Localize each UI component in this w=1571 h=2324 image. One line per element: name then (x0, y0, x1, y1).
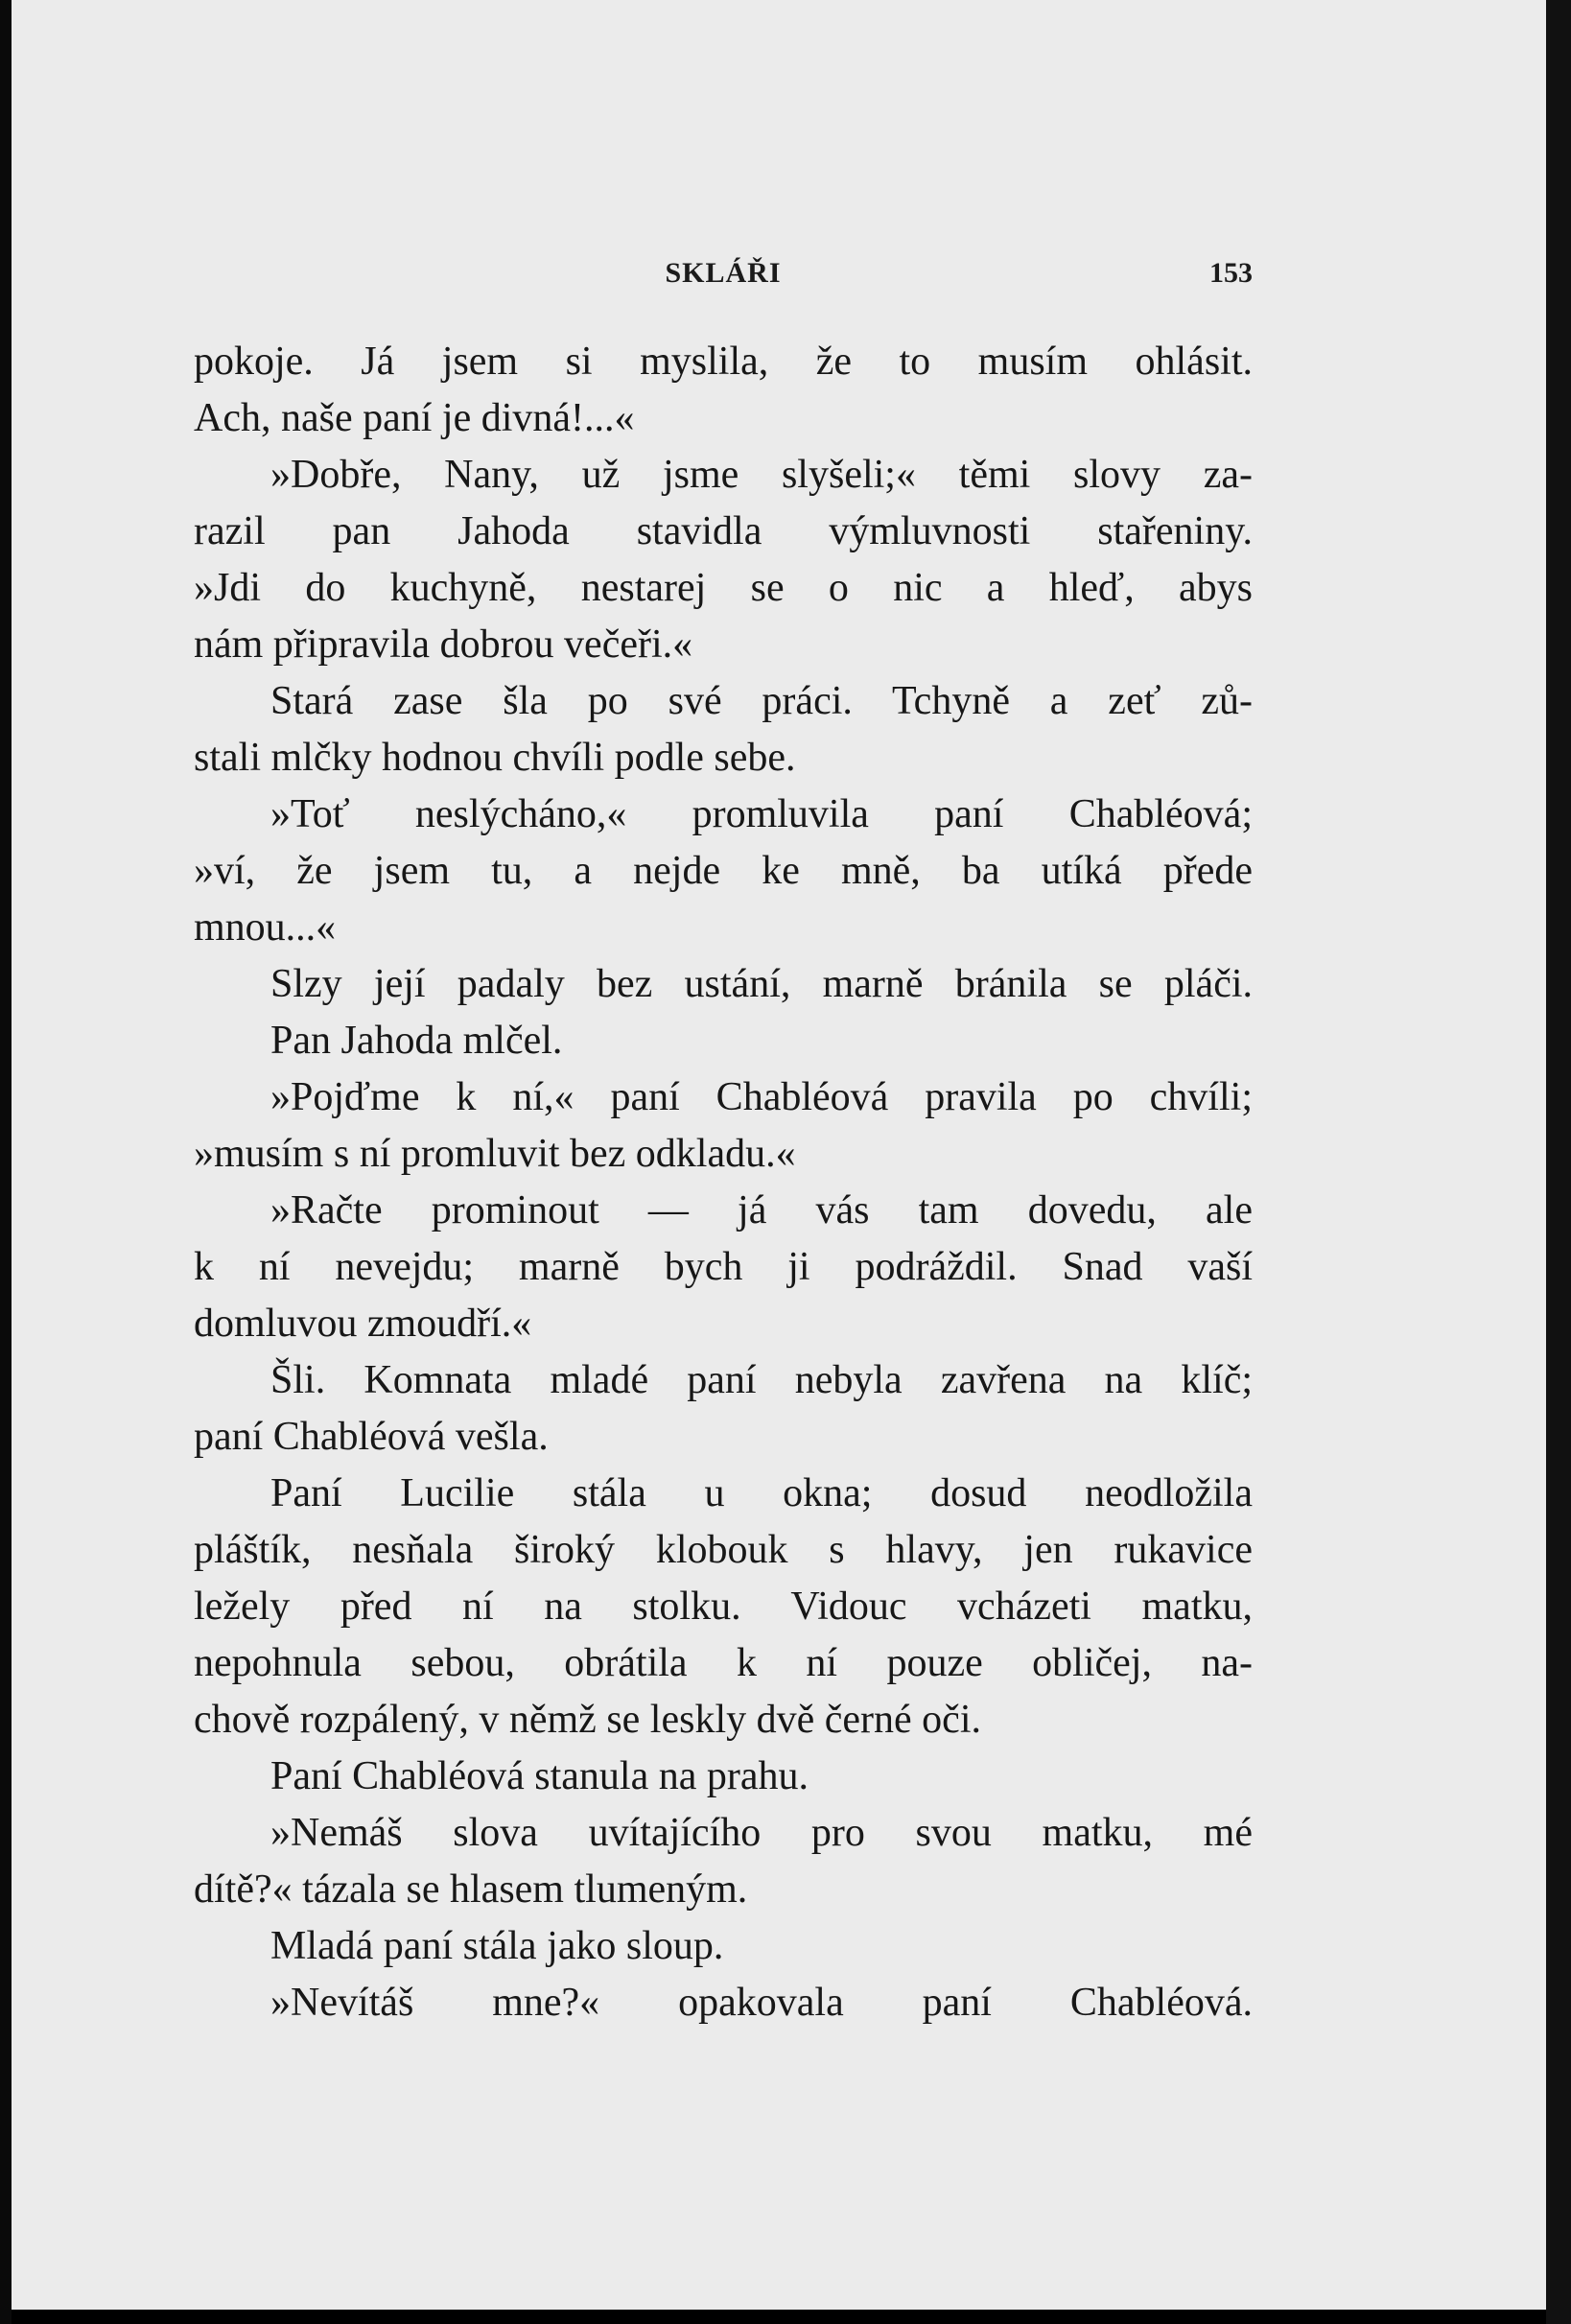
text-line: mnou...« (194, 905, 337, 950)
scan-border-right (1546, 0, 1571, 2324)
text-line: Ach, naše paní je divná!...« (194, 396, 635, 440)
text-line: ležely před ní na stolku. Vidouc vcházeti matku, (194, 1585, 1253, 1629)
running-title: SKLÁŘI (665, 257, 782, 289)
body-text (194, 334, 1253, 2031)
text-line: »Račte prominout — já vás tam dovedu, ale (270, 1188, 1253, 1232)
text-line: »musím s ní promluvit bez odkladu.« (194, 1132, 796, 1176)
text-line: Mladá paní stála jako sloup. (270, 1924, 724, 1968)
running-header (194, 257, 1253, 295)
text-line: stali mlčky hodnou chvíli podle sebe. (194, 736, 796, 780)
text-line: »Pojďme k ní,« paní Chabléová pravila po chvíli; (270, 1075, 1253, 1119)
text-line: paní Chabléová vešla. (194, 1415, 549, 1459)
text-line: Paní Chabléová stanula na prahu. (270, 1754, 809, 1798)
text-line: domluvou zmoudří.« (194, 1302, 532, 1346)
text-line: »Jdi do kuchyně, nestarej se o nic a hleď, abys (194, 566, 1253, 610)
text-line: Šli. Komnata mladé paní nebyla zavřena na klíč; (270, 1358, 1253, 1402)
text-line: dítě?« tázala se hlasem tlumeným. (194, 1867, 748, 1912)
text-line: »Nemáš slova uvítajícího pro svou matku, mé (270, 1811, 1253, 1855)
text-line: razil pan Jahoda stavidla výmluvnosti stařeniny. (194, 509, 1253, 553)
page-number: 153 (1209, 257, 1253, 289)
text-line: »Nevítáš mne?« opakovala paní Chabléová. (270, 1981, 1253, 2025)
text-line: nám připravila dobrou večeři.« (194, 622, 693, 667)
text-line: »Dobře, Nany, už jsme slyšeli;« těmi slovy za- (270, 453, 1253, 497)
book-binding-edge (0, 0, 12, 2324)
text-line: nepohnula sebou, obrátila k ní pouze obličej, na- (194, 1641, 1253, 1685)
text-line: chově rozpálený, v němž se leskly dvě černé oči. (194, 1698, 981, 1742)
text-line: »Toť neslýcháno,« promluvila paní Chabléová; (270, 792, 1253, 836)
text-line: Stará zase šla po své práci. Tchyně a zeť zů- (270, 679, 1253, 723)
text-line: pláštík, nesňala široký klobouk s hlavy, jen rukavice (194, 1528, 1253, 1572)
text-line: Paní Lucilie stála u okna; dosud neodložila (270, 1471, 1253, 1515)
text-line: »ví, že jsem tu, a nejde ke mně, ba utíká přede (194, 849, 1253, 893)
text-line: pokoje. Já jsem si myslila, že to musím ohlásit. (194, 340, 1253, 384)
text-line: k ní nevejdu; marně bych ji podráždil. Snad vaší (194, 1245, 1253, 1289)
text-line: Slzy její padaly bez ustání, marně bránila se pláči. (270, 962, 1253, 1006)
text-line: Pan Jahoda mlčel. (270, 1019, 563, 1063)
book-page (12, 0, 1546, 2310)
